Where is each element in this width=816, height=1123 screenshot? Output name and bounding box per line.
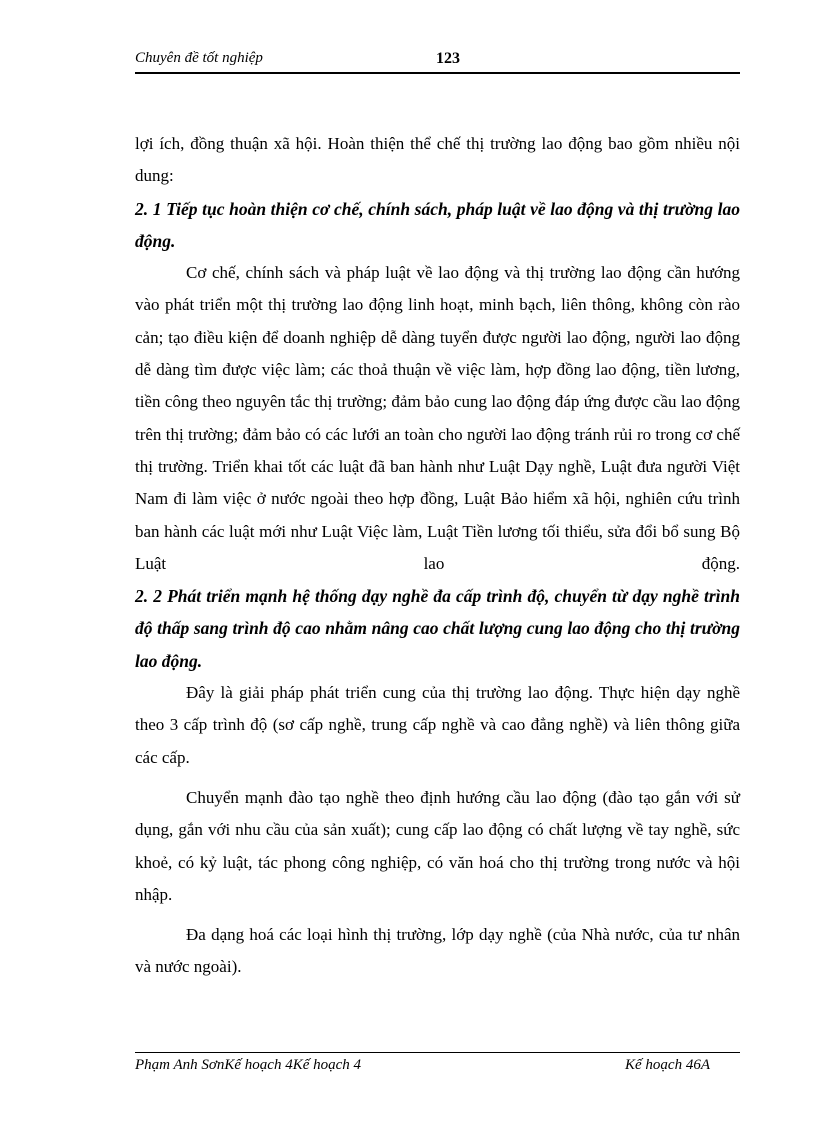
section-heading-2-1: 2. 1 Tiếp tục hoàn thiện cơ chế, chính sách, pháp luật về lao động và thị trường lao động.	[135, 198, 740, 251]
paragraph-1: lợi ích, đồng thuận xã hội. Hoàn thiện thể chế thị trường lao động bao gồm nhiều nội dung:	[135, 134, 740, 186]
page-header	[135, 46, 740, 74]
document-body	[135, 128, 740, 984]
paragraph-4: Chuyển mạnh đào tạo nghề theo định hướng cầu lao động (đào tạo gắn với sử dụng, gắn với nhu cầu của sản xuất); cung cấp lao động có chất lượng về tay nghề, sức khoẻ, có kỷ luật, tác phong công nghiệp, có văn hoá cho thị trường trong nước và hội nhập.	[135, 787, 740, 904]
section-heading-2-2: 2. 2 Phát triển mạnh hệ thống dạy nghề đa cấp trình độ, chuyển từ dạy nghề trình độ thấp sang trình độ cao nhằm nâng cao chất lượng cung lao động cho thị trường lao động.	[135, 586, 740, 671]
paragraph-5: Đa dạng hoá các loại hình thị trường, lớp dạy nghề (của Nhà nước, của tư nhân và nước ngoài).	[135, 925, 740, 977]
footer-author: Phạm Anh SơnKế hoạch 4Kế hoạch 4	[135, 1057, 362, 1073]
header-title: Chuyên đề tốt nghiệp	[135, 50, 263, 66]
page-number: 123	[436, 50, 460, 67]
paragraph-3: Đây là giải pháp phát triển cung của thị trường lao động. Thực hiện dạy nghề theo 3 cấp trình độ (sơ cấp nghề, trung cấp nghề và cao đẳng nghề) và liên thông giữa các cấp.	[135, 683, 740, 767]
footer-class: Kế hoạch 46A	[625, 1057, 710, 1073]
paragraph-2: Cơ chế, chính sách và pháp luật về lao động và thị trường lao động cần hướng vào phát triển một thị trường lao động linh hoạt, minh bạch, liên thông, không còn rào cản; tạo điều kiện để doanh nghiệp dễ dàng tuyển được người lao động, người lao động dễ dàng tìm được việc làm; các thoả thuận về việc làm, hợp đồng lao động, tiền lương, tiền công theo nguyên tắc thị trường; đảm bảo cung lao động đáp ứng được cầu lao động trên thị trường; đảm bảo có các lưới an toàn cho người lao động tránh rủi ro trong cơ chế thị trường. Triển khai tốt các luật đã ban hành như Luật Dạy nghề, Luật đưa người Việt Nam đi làm việc ở nước ngoài theo hợp đồng, Luật Bảo hiểm xã hội, nghiên cứu trình ban hành các luật mới như Luật Việc làm, Luật Tiền lương tối thiểu, sửa đổi bổ sung Bộ Luật lao động.	[135, 263, 740, 573]
page-footer	[135, 1052, 740, 1079]
